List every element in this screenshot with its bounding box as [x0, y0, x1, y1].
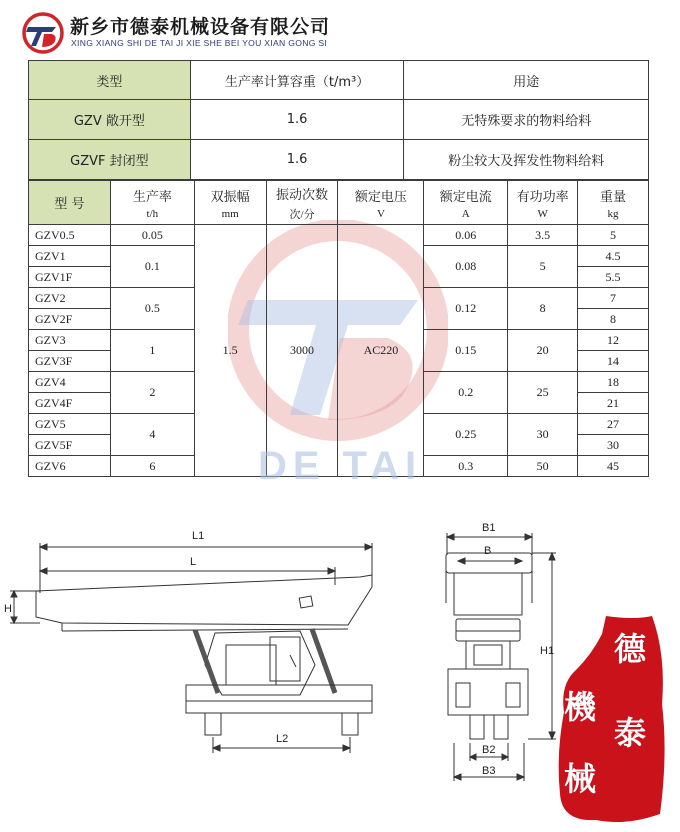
- current-cell: 0.15: [424, 330, 508, 372]
- model-cell: GZV0.5: [29, 225, 111, 246]
- model-cell: GZV1F: [29, 267, 111, 288]
- power-cell: 30: [508, 414, 578, 456]
- spec-table-header: [29, 181, 649, 225]
- weight-cell: 18: [578, 372, 649, 393]
- voltage-cell: AC220: [338, 225, 424, 477]
- dim-label-l: L: [190, 556, 197, 568]
- weight-cell: 30: [578, 435, 649, 456]
- header-weight: 重量 kg: [578, 181, 649, 225]
- capacity-cell: 1: [110, 330, 194, 372]
- density-cell: 1.6: [190, 140, 404, 180]
- model-cell: GZV6: [29, 456, 111, 477]
- dim-label-h1: H1: [540, 645, 555, 657]
- power-cell: 50: [508, 456, 578, 477]
- company-stamp: [556, 614, 668, 826]
- current-cell: 0.06: [424, 225, 508, 246]
- capacity-cell: 0.1: [110, 246, 194, 288]
- current-cell: 0.3: [424, 456, 508, 477]
- current-cell: 0.2: [424, 372, 508, 414]
- use-cell: 粉尘较大及挥发性物料给料: [404, 140, 649, 180]
- type-table-header: [29, 61, 649, 100]
- header-model: 型 号: [29, 181, 111, 225]
- dim-label-h: H: [4, 603, 12, 615]
- current-cell: 0.12: [424, 288, 508, 330]
- capacity-cell: 0.05: [110, 225, 194, 246]
- type-cell: GZVF 封闭型: [29, 140, 191, 180]
- dim-label-l2: L2: [276, 733, 289, 745]
- dim-label-l1: L1: [192, 530, 205, 542]
- dim-label-b2: B2: [482, 744, 496, 756]
- current-cell: 0.25: [424, 414, 508, 456]
- company-name-cn: 新乡市德泰机械设备有限公司: [70, 16, 331, 38]
- header-capacity: 生产率 t/h: [110, 181, 194, 225]
- weight-cell: 4.5: [578, 246, 649, 267]
- amplitude-cell: 1.5: [194, 225, 266, 477]
- dim-label-b1: B1: [482, 522, 496, 534]
- weight-cell: 27: [578, 414, 649, 435]
- stamp-char: 德: [614, 630, 647, 668]
- table-row: [29, 140, 649, 180]
- model-cell: GZV5: [29, 414, 111, 435]
- use-cell: 无特殊要求的物料给料: [404, 100, 649, 140]
- power-cell: 3.5: [508, 225, 578, 246]
- power-cell: 8: [508, 288, 578, 330]
- table-row: [29, 100, 649, 140]
- capacity-cell: 4: [110, 414, 194, 456]
- model-cell: GZV3F: [29, 351, 111, 372]
- header-vibrations: 振动次数 次/分: [266, 181, 338, 225]
- dim-label-b: B: [484, 545, 492, 557]
- watermark-text: DE TAI: [258, 444, 423, 488]
- type-table: [28, 60, 649, 180]
- header-power: 有功功率 W: [508, 181, 578, 225]
- capacity-cell: 2: [110, 372, 194, 414]
- weight-cell: 12: [578, 330, 649, 351]
- weight-cell: 5: [578, 225, 649, 246]
- weight-cell: 45: [578, 456, 649, 477]
- dim-label-b3: B3: [482, 765, 496, 777]
- stamp-char: 機: [564, 688, 597, 726]
- current-cell: 0.08: [424, 246, 508, 288]
- model-cell: GZV3: [29, 330, 111, 351]
- model-cell: GZV1: [29, 246, 111, 267]
- dt-logo-icon: [22, 12, 64, 54]
- type-cell: GZV 敞开型: [29, 100, 191, 140]
- capacity-cell: 6: [110, 456, 194, 477]
- weight-cell: 5.5: [578, 267, 649, 288]
- company-name-en: XING XIANG SHI DE TAI JI XIE SHE BEI YOU XIAN GONG SI: [71, 38, 328, 48]
- model-cell: GZV4: [29, 372, 111, 393]
- table-row: [29, 225, 649, 246]
- stamp-char: 泰: [614, 714, 647, 752]
- vibrations-cell: 3000: [266, 225, 338, 477]
- front-view-drawing: [446, 533, 556, 781]
- power-cell: 5: [508, 246, 578, 288]
- stamp-char: 械: [564, 760, 597, 798]
- model-cell: GZV5F: [29, 435, 111, 456]
- header-current: 额定电流 A: [424, 181, 508, 225]
- header-amplitude: 双振幅 mm: [194, 181, 266, 225]
- header-voltage: 额定电压 V: [338, 181, 424, 225]
- header-density: 生产率计算容重（t/m³）: [190, 61, 404, 100]
- weight-cell: 14: [578, 351, 649, 372]
- density-cell: 1.6: [190, 100, 404, 140]
- weight-cell: 7: [578, 288, 649, 309]
- model-cell: GZV4F: [29, 393, 111, 414]
- header-type: 类型: [29, 61, 191, 100]
- weight-cell: 8: [578, 309, 649, 330]
- company-header: [0, 0, 680, 60]
- capacity-cell: 0.5: [110, 288, 194, 330]
- power-cell: 25: [508, 372, 578, 414]
- model-cell: GZV2F: [29, 309, 111, 330]
- model-cell: GZV2: [29, 288, 111, 309]
- power-cell: 20: [508, 330, 578, 372]
- weight-cell: 21: [578, 393, 649, 414]
- header-use: 用途: [404, 61, 649, 100]
- side-view-drawing: [10, 543, 372, 753]
- spec-table: [28, 180, 649, 477]
